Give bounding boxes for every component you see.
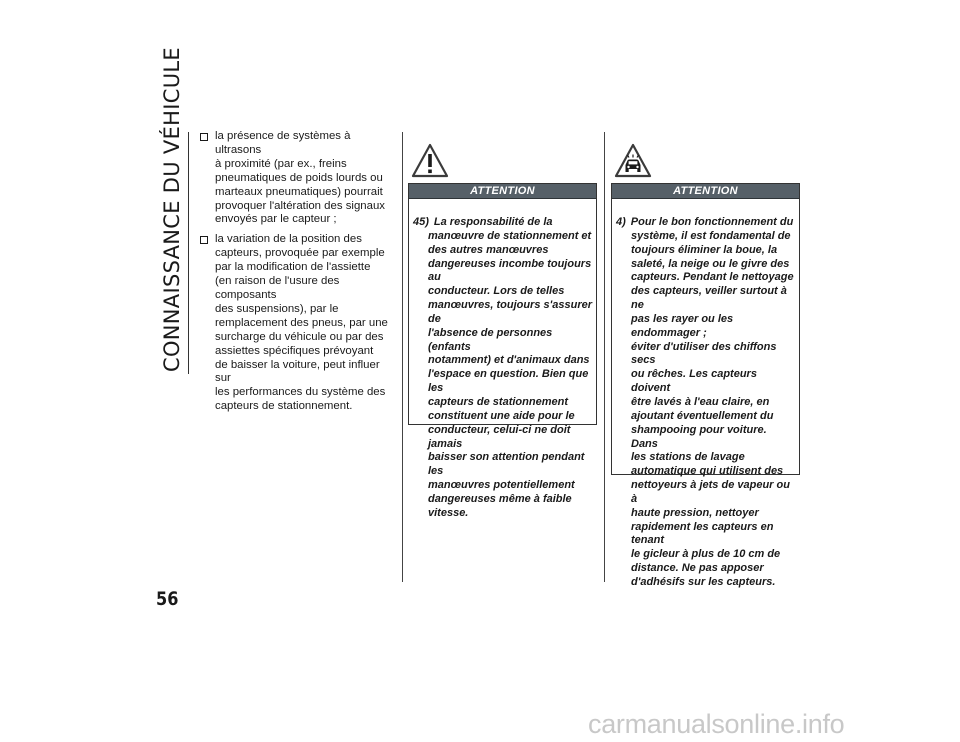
text-line: capteurs. Pendant le nettoyage xyxy=(631,271,794,284)
warning-body xyxy=(612,199,799,596)
column-divider-2 xyxy=(604,132,605,582)
chapter-rule xyxy=(188,132,189,374)
text-line: des suspensions), par le xyxy=(215,302,339,315)
warning-header: ATTENTION xyxy=(612,184,799,199)
text-line: nettoyeurs à jets de vapeur ou à xyxy=(631,479,790,505)
text-line: constituent une aide pour le xyxy=(428,409,575,422)
warning-continuation xyxy=(616,230,795,590)
text-line: Pour le bon fonctionnement du xyxy=(630,216,794,228)
page-number: 56 xyxy=(156,588,179,610)
text-line: capteurs, provoquée par exemple xyxy=(215,247,385,260)
text-line: remplacement des pneus, par une xyxy=(215,316,388,329)
column-divider-1 xyxy=(402,132,403,582)
text-line: automatique qui utilisent des xyxy=(631,465,784,478)
checkbox-bullet-icon xyxy=(200,133,208,141)
text-line: conducteur. Lors de telles xyxy=(428,285,565,298)
text-line: des autres manœuvres xyxy=(428,243,549,256)
text-line: d'adhésifs sur les capteurs. xyxy=(631,575,776,588)
text-line: des capteurs, veiller surtout à ne xyxy=(631,285,787,312)
warning-first-line xyxy=(616,216,795,230)
warning-box-2 xyxy=(611,183,800,588)
text-line: distance. Ne pas apposer xyxy=(631,562,764,575)
list-item xyxy=(200,130,396,227)
text-line: provoquer l'altération des signaux xyxy=(215,199,385,212)
text-line: de baisser la voiture, peut influer sur xyxy=(215,358,380,385)
text-line: l'espace en question. Bien que les xyxy=(428,368,589,395)
text-line: saleté, la neige ou le givre des xyxy=(631,257,790,270)
text-line: ajoutant éventuellement du xyxy=(631,409,774,422)
warning-box-1 xyxy=(408,183,597,519)
text-line: capteurs de stationnement xyxy=(428,395,568,408)
text-line: pneumatiques de poids lourds ou xyxy=(215,171,383,184)
text-line: manœuvre de stationnement et xyxy=(428,229,592,242)
text-line: l'absence de personnes (enfants xyxy=(428,326,553,353)
text-line: les stations de lavage xyxy=(631,451,745,464)
chapter-title: CONNAISSANCE DU VÉHICULE xyxy=(160,47,184,372)
text-line: la présence de systèmes à ultrasons xyxy=(215,130,351,156)
text-line: la variation de la position des xyxy=(215,233,362,246)
text-line: conducteur, celui-ci ne doit jamais xyxy=(428,423,571,450)
text-line: haute pression, nettoyer xyxy=(631,506,759,519)
text-line: envoyés par le capteur ; xyxy=(215,213,337,226)
warning-continuation xyxy=(413,230,592,521)
warning-triangle-icon xyxy=(411,142,449,180)
text-line: baisser son attention pendant les xyxy=(428,451,585,478)
text-line: La responsabilité de la xyxy=(433,216,553,228)
car-care-icon xyxy=(614,142,652,180)
text-line: dangereuses incombe toujours au xyxy=(428,257,592,284)
warning-number: 45) xyxy=(413,216,429,228)
text-line: le gicleur à plus de 10 cm de xyxy=(631,548,781,561)
warning-body xyxy=(409,199,596,527)
text-line: à proximité (par ex., freins xyxy=(215,157,347,170)
text-line: surcharge du véhicule ou par des xyxy=(215,330,384,343)
text-line: manœuvres potentiellement xyxy=(428,479,575,492)
warning-first-line xyxy=(413,216,592,230)
warning-number: 4) xyxy=(616,216,626,228)
list-item xyxy=(200,233,396,414)
text-line: les performances du système des xyxy=(215,386,386,399)
text-line: notamment) et d'animaux dans xyxy=(428,354,590,367)
text-line: dangereuses même à faible xyxy=(428,492,572,505)
text-line: être lavés à l'eau claire, en xyxy=(631,395,770,408)
text-line: capteurs de stationnement. xyxy=(215,400,353,413)
warning-header: ATTENTION xyxy=(409,184,596,199)
bullet-list xyxy=(200,130,396,420)
text-line: pas les rayer ou les endommager ; xyxy=(631,312,734,339)
text-line: vitesse. xyxy=(428,506,469,519)
text-line: par la modification de l'assiette xyxy=(215,261,371,274)
text-line: éviter d'utiliser des chiffons secs xyxy=(631,340,777,367)
text-line: marteaux pneumatiques) pourrait xyxy=(215,185,383,198)
text-line: assiettes spécifiques prévoyant xyxy=(215,344,374,357)
watermark: carmanualsonline.info xyxy=(588,709,845,739)
checkbox-bullet-icon xyxy=(200,236,208,244)
list-item-text xyxy=(215,233,396,414)
text-line: système, il est fondamental de xyxy=(631,229,791,242)
text-line: toujours éliminer la boue, la xyxy=(631,243,778,256)
text-line: shampooing pour voiture. Dans xyxy=(631,423,767,450)
text-line: (en raison de l'usure des composants xyxy=(215,275,340,301)
list-item-text xyxy=(215,130,396,227)
text-line: manœuvres, toujours s'assurer de xyxy=(428,299,593,325)
text-line: ou rêches. Les capteurs doivent xyxy=(631,368,757,395)
text-line: rapidement les capteurs en tenant xyxy=(631,520,774,547)
